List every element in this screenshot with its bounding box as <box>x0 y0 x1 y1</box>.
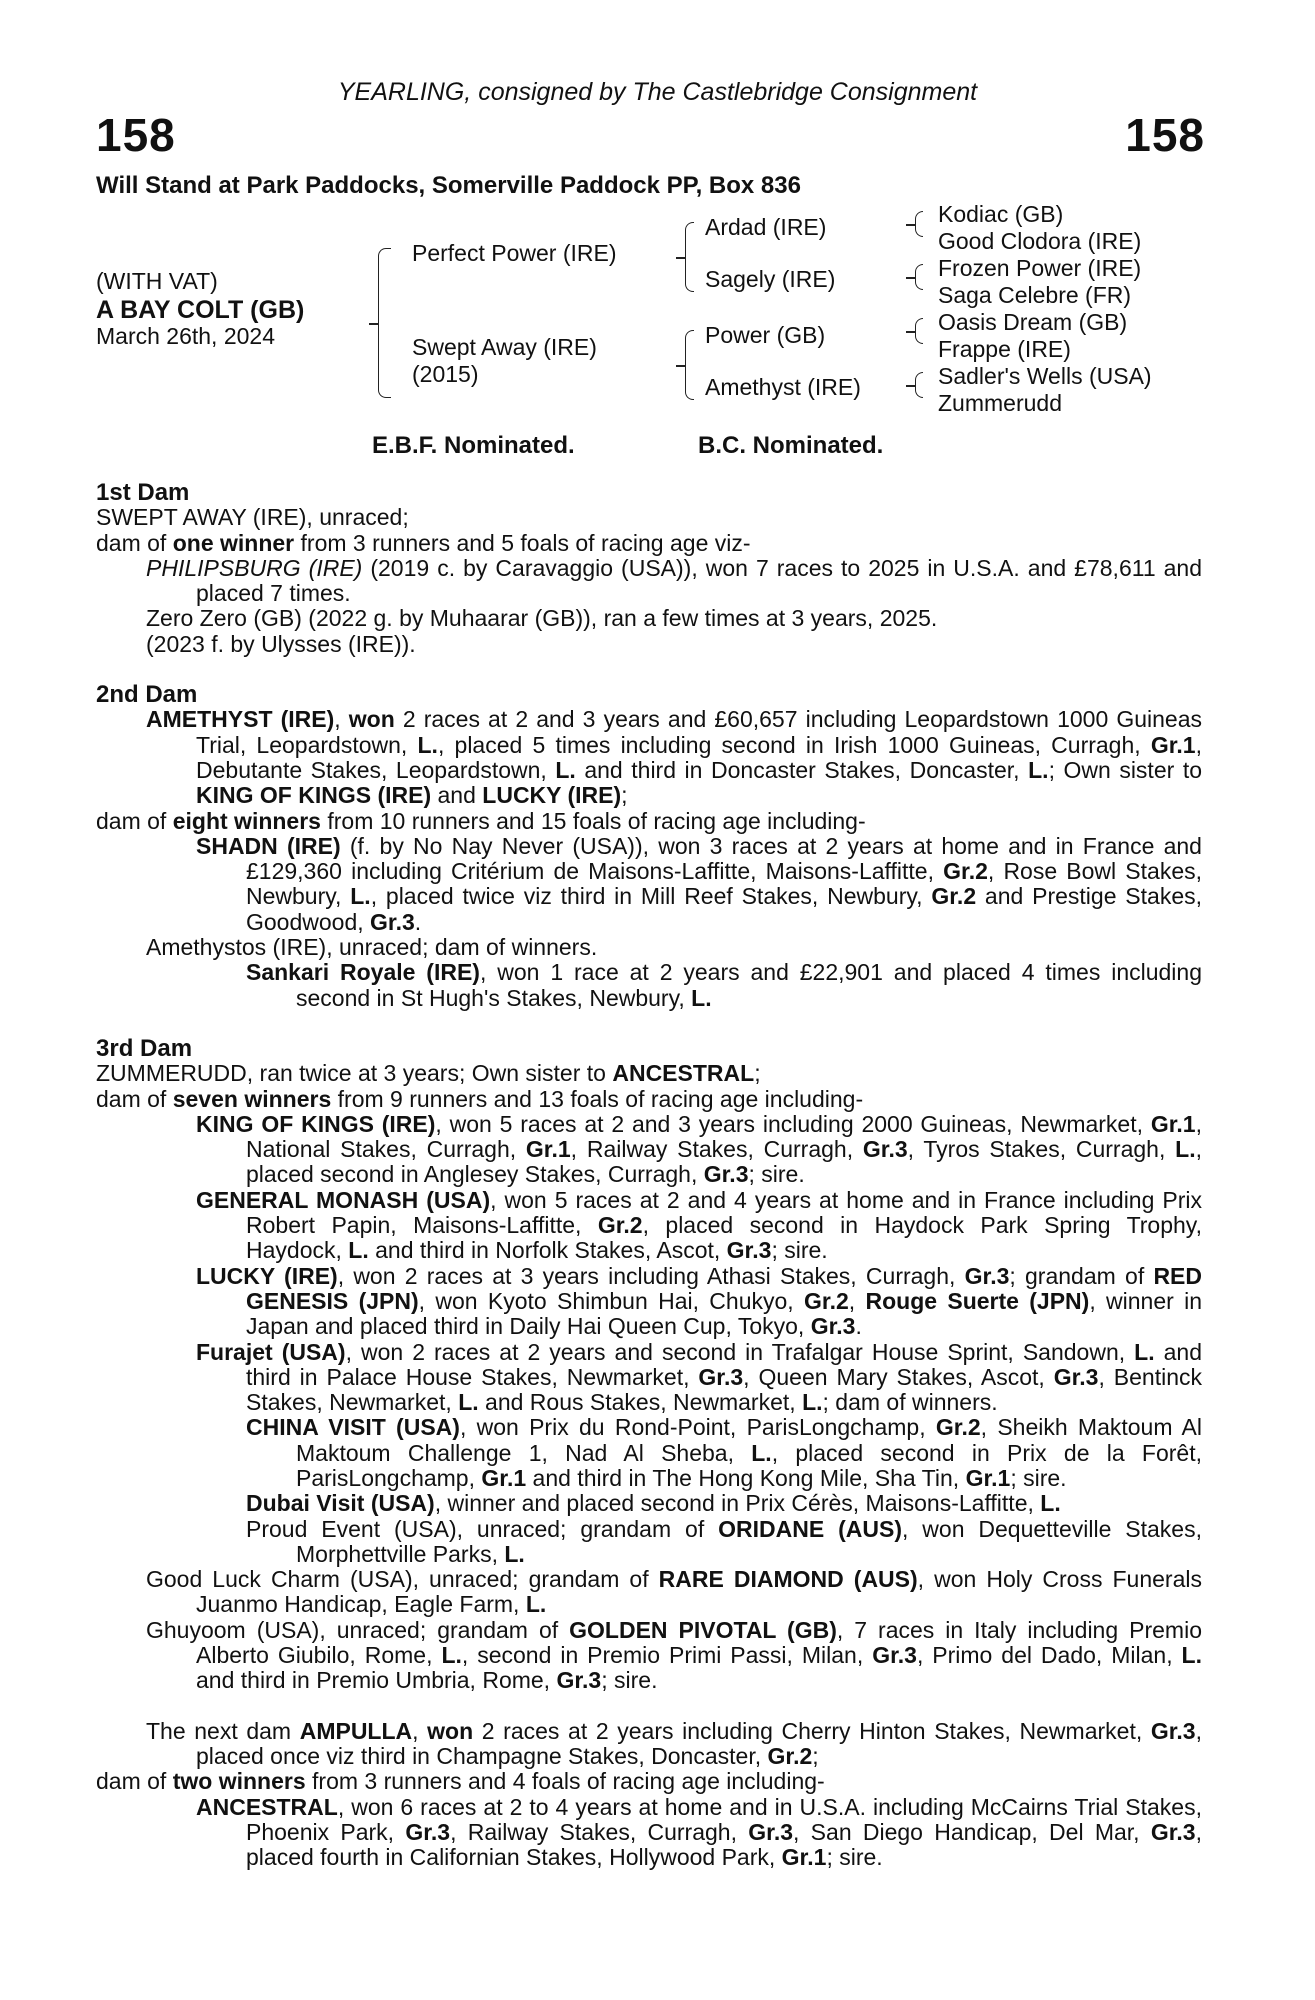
text-run: Proud Event (USA), unraced; grandam of <box>246 1515 719 1542</box>
stable-location: Will Stand at Park Paddocks, Somerville Paddock PP, Box 836 <box>96 172 801 199</box>
text-run: L. <box>441 1642 462 1669</box>
pedigree-paragraph <box>96 556 1202 607</box>
text-run: Gr.3 <box>405 1818 451 1845</box>
text-run: LUCKY (IRE) <box>482 782 622 809</box>
text-run: (2023 f. by Ulysses (IRE)). <box>146 630 416 657</box>
text-run: , placed second in Prix de la Forêt, ParisLongchamp, <box>296 1439 1202 1491</box>
text-run: Gr.3 <box>1150 1717 1196 1744</box>
pedigree-sire: Perfect Power (IRE) <box>412 240 617 266</box>
text-run: , placed fourth in Californian Stakes, Hollywood Park, <box>246 1818 1202 1871</box>
text-run: L. <box>555 756 576 783</box>
text-run: Gr.2 <box>804 1287 849 1314</box>
horse-name: A BAY COLT (GB) <box>96 296 305 324</box>
text-run: Gr.3 <box>370 908 415 935</box>
text-run: , Railway Stakes, Curragh, <box>570 1136 863 1163</box>
text-run: from 3 runners and 5 foals of racing age viz- <box>294 529 751 556</box>
text-run: L. <box>1181 1642 1202 1669</box>
text-run: from 9 runners and 13 foals of racing age including- <box>331 1085 864 1112</box>
section-heading: 2nd Dam <box>96 681 198 709</box>
text-run: Gr.3 <box>726 1237 772 1264</box>
text-run: Gr.3 <box>964 1262 1010 1289</box>
text-run: , won 2 races at 3 years including Athasi Stakes, Curragh, <box>337 1262 965 1289</box>
text-run: , placed twice viz third in Mill Reef Stakes, Newbury, <box>370 883 932 910</box>
pedigree-paragraph <box>96 1719 1202 1770</box>
text-run: Good Luck Charm (USA), unraced; grandam of <box>146 1566 659 1593</box>
pedigree-paragraph <box>96 1795 1202 1871</box>
text-run: Rouge Suerte (JPN) <box>865 1287 1090 1314</box>
text-run: dam of <box>96 807 173 834</box>
pedigree-paragraph <box>96 1112 1202 1188</box>
text-run: dam of <box>96 1085 173 1112</box>
text-run: L. <box>691 984 712 1011</box>
pedigree-paragraph <box>96 1491 1202 1516</box>
text-run: Gr.2 <box>597 1212 643 1239</box>
text-run: , placed once viz third in Champagne Stakes, Doncaster, <box>196 1717 1202 1769</box>
text-run: and Rous Stakes, Newmarket, <box>478 1389 803 1416</box>
text-run: L. <box>348 1237 369 1264</box>
text-run: one winner <box>172 529 295 556</box>
text-run: , Bentinck Stakes, Newmarket, <box>246 1363 1202 1416</box>
text-run: L. <box>802 1389 823 1416</box>
text-run: and third in Palace House Stakes, Newmarket, <box>246 1338 1203 1390</box>
text-run: ; <box>621 782 628 809</box>
text-run: ; <box>754 1060 761 1087</box>
text-run: CHINA VISIT (USA) <box>246 1414 460 1441</box>
text-run: L. <box>525 1591 547 1618</box>
text-run: Gr.2 <box>931 883 977 910</box>
text-run: , Rose Bowl Stakes, Newbury, <box>246 858 1202 910</box>
text-run: L. <box>350 883 371 910</box>
text-run: 2 races at 2 and 3 years and £60,657 including Leopardstown 1000 Guineas Trial, Leopardstown, <box>196 706 1202 758</box>
text-run: , won 5 races at 2 and 4 years at home and in France including Prix Robert Papin, Maisons-Laffitte, <box>246 1186 1202 1239</box>
text-run: , San Diego Handicap, Del Mar, <box>793 1818 1151 1845</box>
text-run: and Prestige Stakes, Goodwood, <box>246 883 1203 935</box>
pedigree-g3-4: Saga Celebre (FR) <box>938 282 1132 308</box>
text-run: ; sire. <box>771 1237 828 1264</box>
text-run: Gr.2 <box>935 1414 981 1441</box>
text-run: Gr.3 <box>556 1667 602 1694</box>
pedigree-sire-sire: Ardad (IRE) <box>705 214 827 240</box>
text-run: , Sheikh Maktoum Al Maktoum Challenge 1, Nad Al Sheba, <box>296 1414 1202 1466</box>
text-run: , placed second in Anglesey Stakes, Curragh, <box>246 1136 1202 1188</box>
pedigree-section <box>96 1036 1202 1694</box>
lot-number-right: 158 <box>1125 109 1205 161</box>
text-run: , won Dequetteville Stakes, Morphettville Parks, <box>296 1515 1202 1567</box>
text-run: , won 1 race at 2 years and £22,901 and placed 4 times including second in St Hugh's Stakes, Newbury, <box>296 959 1202 1011</box>
pedigree-brace-sire <box>685 222 694 292</box>
pedigree-dam-dam: Amethyst (IRE) <box>705 374 861 400</box>
text-run: , won 6 races at 2 to 4 years at home and in U.S.A. including McCairns Trial Stakes, Phoenix Park, <box>246 1793 1202 1845</box>
text-run: ; grandam of <box>1009 1262 1154 1289</box>
text-run: eight winners <box>172 807 321 834</box>
section-heading: 3rd Dam <box>96 1034 193 1062</box>
text-run: , second in Premio Primi Passi, Milan, <box>461 1642 873 1669</box>
text-run: two winners <box>172 1768 306 1795</box>
text-run: L. <box>458 1389 479 1416</box>
text-run: AMPULLA <box>299 1717 413 1744</box>
text-run: Gr.3 <box>698 1363 744 1390</box>
pedigree-g3-6: Frappe (IRE) <box>938 336 1071 362</box>
text-run: Gr.2 <box>767 1742 813 1769</box>
pedigree-paragraph <box>96 1517 1202 1568</box>
text-run: Gr.1 <box>965 1464 1011 1491</box>
pedigree-dam: Swept Away (IRE) <box>412 334 597 360</box>
pedigree-section <box>96 1719 1202 1871</box>
pedigree-paragraph <box>96 1264 1202 1340</box>
pedigree-paragraph <box>96 809 1202 834</box>
text-run: ; sire. <box>1010 1464 1067 1491</box>
text-run: GENERAL MONASH (USA) <box>196 1186 491 1213</box>
text-run: Gr.1 <box>1150 1110 1196 1137</box>
text-run: Dubai Visit (USA) <box>246 1490 435 1517</box>
pedigree-sire-dam: Sagely (IRE) <box>705 266 836 292</box>
text-run: , won 2 races at 2 years and second in Trafalgar House Sprint, Sandown, <box>345 1338 1135 1365</box>
text-run: Gr.3 <box>748 1818 794 1845</box>
ebf-nominated: E.B.F. Nominated. <box>372 432 575 459</box>
text-run: and third in Premio Umbria, Rome, <box>196 1667 557 1694</box>
text-run: RED GENESIS (JPN) <box>246 1262 1202 1314</box>
horse-dob: March 26th, 2024 <box>96 323 276 349</box>
text-run: ANCESTRAL <box>612 1060 755 1087</box>
lot-number-left: 158 <box>96 109 176 161</box>
text-run: from 3 runners and 4 foals of racing age including- <box>305 1768 825 1795</box>
text-run: RARE DIAMOND (AUS) <box>658 1566 918 1593</box>
text-run: dam of <box>96 1768 173 1795</box>
text-run: Zero Zero (GB) (2022 g. by Muhaarar (GB)), ran a few times at 3 years, 2025. <box>146 605 938 632</box>
text-run: Gr.2 <box>943 858 988 885</box>
text-run: (f. by No Nay Never (USA)), won 3 races at 2 years at home and in France and £129,360 including Critérium de Maisons-Laffitte, Maisons-Laffitte, <box>246 832 1202 885</box>
pedigree-paragraph <box>96 935 1202 960</box>
text-run: Sankari Royale (IRE) <box>246 959 480 986</box>
pedigree-paragraph <box>96 505 1202 530</box>
text-run: won <box>348 706 395 733</box>
text-run: and third in The Hong Kong Mile, Sha Tin, <box>526 1464 966 1491</box>
pedigree-g3-1: Kodiac (GB) <box>938 201 1064 227</box>
text-run: ORIDANE (AUS) <box>718 1515 902 1542</box>
text-run: Gr.3 <box>862 1136 908 1163</box>
text-run: Gr.3 <box>1150 1818 1196 1845</box>
pedigree-section <box>96 682 1202 1011</box>
pedigree-paragraph <box>96 1769 1202 1794</box>
text-run: The next dam <box>146 1717 300 1744</box>
text-run: LUCKY (IRE) <box>196 1262 338 1289</box>
text-run: L. <box>417 731 438 758</box>
section-heading: 1st Dam <box>96 479 190 506</box>
pedigree-dam-sire: Power (GB) <box>705 322 826 348</box>
pedigree-paragraph <box>96 1087 1202 1112</box>
text-run: , Debutante Stakes, Leopardstown, <box>196 731 1202 783</box>
text-run: KING OF KINGS (IRE) <box>196 1110 436 1137</box>
text-run: seven winners <box>172 1085 332 1112</box>
text-run: ; sire. <box>826 1844 883 1871</box>
pedigree-g3-3: Frozen Power (IRE) <box>938 255 1142 281</box>
text-run: Gr.1 <box>1150 731 1196 758</box>
text-run: Gr.1 <box>525 1136 571 1163</box>
consignment-subtitle: YEARLING, consigned by The Castlebridge Consignment <box>337 78 978 106</box>
text-run: , winner and placed second in Prix Cérès, Maisons-Laffitte, <box>434 1490 1041 1517</box>
text-run: , won 5 races at 2 and 3 years including 2000 Guineas, Newmarket, <box>435 1110 1151 1137</box>
text-run: , Primo del Dado, Milan, <box>916 1642 1182 1669</box>
text-run: , placed 5 times including second in Irish 1000 Guineas, Curragh, <box>437 731 1151 758</box>
pedigree-paragraph <box>96 1415 1202 1491</box>
text-run: Ghuyoom (USA), unraced; grandam of <box>146 1616 570 1643</box>
text-run: won <box>427 1717 474 1744</box>
text-run: ; <box>812 1742 819 1769</box>
text-run: and third in Norfolk Stakes, Ascot, <box>368 1237 727 1264</box>
text-run: and third in Doncaster Stakes, Doncaster, <box>575 756 1029 783</box>
text-run: , winner in Japan and placed third in Daily Hai Queen Cup, Tokyo, <box>246 1287 1202 1340</box>
text-run: Gr.3 <box>810 1313 856 1340</box>
text-run: SWEPT AWAY (IRE), unraced; <box>96 504 409 531</box>
text-run: , 7 races in Italy including Premio Alberto Giubilo, Rome, <box>196 1616 1202 1669</box>
text-run: , won Kyoto Shimbun Hai, Chukyo, <box>418 1287 804 1314</box>
text-run: Gr.3 <box>1053 1363 1099 1390</box>
text-run: L. <box>1175 1136 1196 1163</box>
text-run: (2019 c. by Caravaggio (USA)), won 7 races to 2025 in U.S.A. and £78,611 and placed 7 times. <box>196 554 1202 607</box>
text-run: dam of <box>96 529 173 556</box>
pedigree-g3-2: Good Clodora (IRE) <box>938 228 1142 254</box>
text-run: , Tyros Stakes, Curragh, <box>907 1136 1176 1163</box>
pedigree-brace-main <box>378 248 391 398</box>
text-run: ANCESTRAL <box>196 1793 338 1820</box>
text-run: ; Own sister to <box>1048 756 1203 783</box>
text-run: , National Stakes, Curragh, <box>246 1110 1202 1163</box>
text-run: Amethystos (IRE), unraced; dam of winners. <box>146 934 598 961</box>
text-run: ; sire. <box>601 1667 658 1694</box>
text-run: , Queen Mary Stakes, Ascot, <box>743 1363 1054 1390</box>
pedigree-g3-8: Zummerudd <box>938 390 1062 416</box>
text-run: , won Holy Cross Funerals Juanmo Handicap, Eagle Farm, <box>196 1566 1202 1618</box>
text-run: Gr.1 <box>781 1844 827 1871</box>
text-run: L. <box>1040 1490 1061 1517</box>
pedigree-paragraph <box>96 606 1202 631</box>
text-run: . <box>855 1313 862 1340</box>
pedigree-paragraph <box>96 1567 1202 1618</box>
text-run: , <box>848 1287 866 1314</box>
text-run: Furajet (USA) <box>196 1338 346 1365</box>
text-run: and <box>431 782 483 809</box>
pedigree-paragraph <box>96 707 1202 808</box>
pedigree-brace-g3-2 <box>915 264 923 290</box>
text-run: ; sire. <box>748 1161 805 1188</box>
vat-note: (WITH VAT) <box>96 268 218 294</box>
pedigree-brace-g3-3 <box>915 318 923 344</box>
text-run: , won Prix du Rond-Point, ParisLongchamp, <box>459 1414 936 1441</box>
pedigree-paragraph <box>96 632 1202 657</box>
text-run: SHADN (IRE) <box>196 832 341 859</box>
pedigree-paragraph <box>96 1340 1202 1416</box>
text-run: Gr.3 <box>703 1161 749 1188</box>
text-run: , <box>412 1717 428 1744</box>
text-run: , <box>334 706 349 733</box>
text-run: Gr.1 <box>481 1464 527 1491</box>
text-run: , placed second in Haydock Park Spring Trophy, Haydock, <box>246 1212 1202 1264</box>
text-run: KING OF KINGS (IRE) <box>196 782 432 809</box>
text-run: ; dam of winners. <box>822 1389 998 1416</box>
text-run: AMETHYST (IRE) <box>146 706 335 733</box>
text-run: GOLDEN PIVOTAL (GB) <box>569 1616 837 1643</box>
catalogue-body <box>96 480 1202 1895</box>
pedigree-brace-g3-4 <box>915 372 923 398</box>
pedigree-paragraph <box>96 1061 1202 1086</box>
text-run: L. <box>504 1540 525 1567</box>
text-run: PHILIPSBURG (IRE) <box>146 554 363 581</box>
text-run: L. <box>1028 756 1049 783</box>
text-run: L. <box>751 1439 772 1466</box>
bc-nominated: B.C. Nominated. <box>698 432 884 459</box>
pedigree-paragraph <box>96 1618 1202 1694</box>
pedigree-g3-5: Oasis Dream (GB) <box>938 309 1128 335</box>
pedigree-paragraph <box>96 531 1202 556</box>
text-run: from 10 runners and 15 foals of racing age including- <box>320 807 866 834</box>
pedigree-paragraph <box>96 834 1202 935</box>
pedigree-section <box>96 480 1202 657</box>
text-run: . <box>414 908 422 935</box>
pedigree-brace-dam <box>685 330 694 400</box>
text-run: L. <box>1134 1338 1155 1365</box>
text-run: ZUMMERUDD, ran twice at 3 years; Own sister to <box>96 1060 613 1087</box>
text-run: Gr.3 <box>872 1642 917 1669</box>
pedigree-dam-year: (2015) <box>412 361 479 387</box>
text-run: 2 races at 2 years including Cherry Hinton Stakes, Newmarket, <box>473 1717 1151 1744</box>
pedigree-paragraph <box>96 1188 1202 1264</box>
pedigree-g3-7: Sadler's Wells (USA) <box>938 363 1152 389</box>
text-run: , Railway Stakes, Curragh, <box>450 1818 749 1845</box>
pedigree-paragraph <box>96 960 1202 1011</box>
pedigree-brace-g3-1 <box>915 211 923 237</box>
